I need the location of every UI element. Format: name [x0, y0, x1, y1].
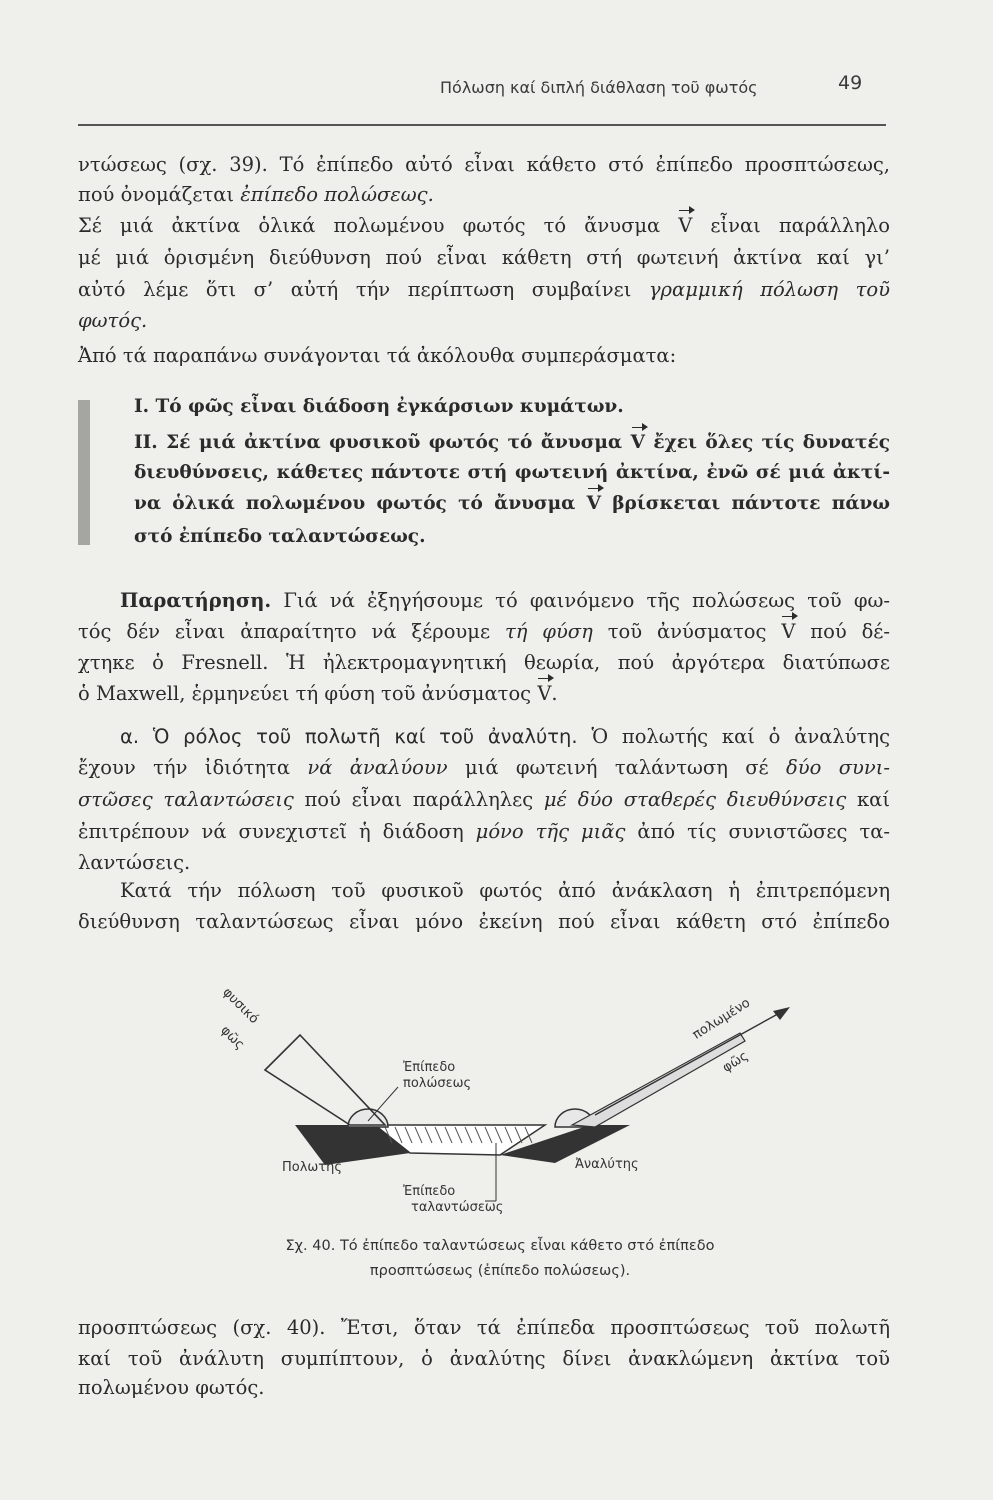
figure-caption-line: Σχ. 40. Τό ἐπίπεδο ταλαντώσεως εἶναι κάθετο στό ἐπίπεδο [285, 1238, 715, 1254]
natural-light-label-2: φῶς [217, 1023, 248, 1053]
text-line: πολωμένου φωτός. [78, 1376, 265, 1399]
text-line: διεύθυνση ταλαντώσεως εἶναι μόνο ἐκείνη πού εἶναι κάθετη στό ἐπίπεδο [78, 910, 890, 933]
text-line: ντώσεως (σχ. 39). Τό ἐπίπεδο αὐτό εἶναι κάθετο στό ἐπίπεδο προσπτώσεως, [78, 153, 890, 176]
figure-40-diagram [200, 975, 820, 1235]
text-line: λαντώσεις. [78, 851, 191, 874]
text-line: στῶσες ταλαντώσεις πού εἶναι παράλληλες μέ δύο σταθερές διευθύνσεις καί [78, 788, 890, 811]
polarizer-label: Πολωτής [282, 1160, 343, 1175]
running-head [440, 72, 880, 97]
polarized-light-label-2: φῶς [720, 1048, 751, 1076]
figure-caption-line: προσπτώσεως (ἐπίπεδο πολώσεως). [369, 1263, 631, 1279]
header-rule [78, 124, 886, 126]
text-line: προσπτώσεως (σχ. 40). Ἔτσι, ὅταν τά ἐπίπεδα προσπτώσεως τοῦ πολωτῆ [78, 1316, 890, 1339]
text-line: Σέ μιά ἀκτίνα ὁλικά πολωμένου φωτός τό ἄνυσμα V εἶναι παράλληλο [78, 211, 890, 241]
term-italic: γραμμική πόλωση τοῦ [648, 278, 890, 301]
vector-V: V [781, 617, 795, 647]
term-italic: ἐπίπεδο πολώσεως. [240, 183, 434, 206]
polarized-ray-line [595, 1010, 785, 1115]
vector-V: V [587, 489, 601, 519]
conclusion-2-line: στό ἐπίπεδο ταλαντώσεως. [134, 526, 426, 547]
text-line: Ἀπό τά παραπάνω συνάγονται τά ἀκόλουθα συμπεράσματα: [78, 344, 677, 367]
text-line: φωτός. [78, 309, 148, 332]
remark-label: Παρατήρηση. [120, 589, 272, 612]
plane-of-vibration-label-2: ταλαντώσεως [411, 1200, 504, 1215]
running-title: Πόλωση καί διπλή διάθλαση τοῦ φωτός [440, 78, 758, 97]
text-line: Κατά τήν πόλωση τοῦ φυσικοῦ φωτός ἀπό ἀνάκλαση ἡ ἐπιτρεπόμενη [120, 879, 890, 902]
text-line: α. Ὁ ρόλος τοῦ πολωτῆ καί τοῦ ἀναλύτη. Ὁ πολωτής καί ὁ ἀναλύτης [120, 725, 890, 748]
text-line: καί τοῦ ἀνάλυτη συμπίπτουν, ὁ ἀναλύτης δίνει ἀνακλώμενη ἀκτίνα τοῦ [78, 1347, 890, 1370]
polarized-light-label: πολωμένο [690, 995, 753, 1043]
plane-of-polarization-label-2: πολώσεως [403, 1076, 472, 1091]
vector-V: V [631, 428, 645, 458]
natural-light-label: φυσικό [219, 985, 262, 1027]
conclusion-2-line: ΙΙ. Σέ μιά ἀκτίνα φυσικοῦ φωτός τό ἄνυσμα V ἔχει ὅλες τίς δυνατές [134, 428, 890, 458]
plane-of-vibration-label: Ἐπίπεδο [403, 1184, 456, 1199]
text-line: μέ μιά ὁρισμένη διεύθυνση πού εἶναι κάθετη στή φωτεινή ἀκτίνα καί γι’ [78, 246, 890, 269]
page-number: 49 [838, 72, 863, 94]
text-line: ἔχουν τήν ἰδιότητα νά ἀναλύουν μιά φωτεινή ταλάντωση σέ δύο συνι- [78, 756, 890, 779]
text-line: χτηκε ὁ Fresnell. Ἡ ἠλεκτρομαγνητική θεωρία, πού ἀργότερα διατύπωσε [78, 651, 890, 674]
vector-V: V [678, 211, 692, 241]
vector-V: V [537, 679, 551, 709]
text-line: ὁ Maxwell, ἑρμηνεύει τή φύση τοῦ ἀνύσματος V. [78, 679, 890, 709]
text-line: τός δέν εἶναι ἀπαραίτητο νά ξέρουμε τή φύση τοῦ ἀνύσματος V πού δέ- [78, 617, 890, 647]
text-line: αὐτό λέμε ὅτι σ’ αὐτή τήν περίπτωση συμβαίνει γραμμική πόλωση τοῦ [78, 278, 890, 301]
text-line: Παρατήρηση. Γιά νά ἐξηγήσουμε τό φαινόμενο τῆς πολώσεως τοῦ φω- [120, 589, 890, 612]
section-heading: α. Ὁ ρόλος τοῦ πολωτῆ καί τοῦ ἀναλύτη. [120, 725, 578, 748]
text-line: πού ὀνομάζεται ἐπίπεδο πολώσεως. [78, 183, 434, 206]
conclusion-1: Ι. Τό φῶς εἶναι διάδοση ἐγκάρσιων κυμάτων. [134, 396, 624, 417]
plane-of-polarization-label: Ἐπίπεδο [403, 1060, 456, 1075]
analyzer-label: Ἀναλύτης [575, 1157, 639, 1172]
polarized-arrowhead [773, 1007, 790, 1020]
text-line: ἐπιτρέπουν νά συνεχιστεῖ ἡ διάδοση μόνο τῆς μιᾶς ἀπό τίς συνιστῶσες τα- [78, 820, 890, 843]
conclusion-2-line: διευθύνσεις, κάθετες πάντοτε στή φωτεινή ἀκτίνα, ἐνῶ σέ μιά ἀκτί- [134, 462, 890, 483]
conclusion-sidebar-bar [78, 400, 90, 545]
conclusion-2-line: να ὁλικά πολωμένου φωτός τό ἄνυσμα V βρίσκεται πάντοτε πάνω [134, 489, 890, 519]
